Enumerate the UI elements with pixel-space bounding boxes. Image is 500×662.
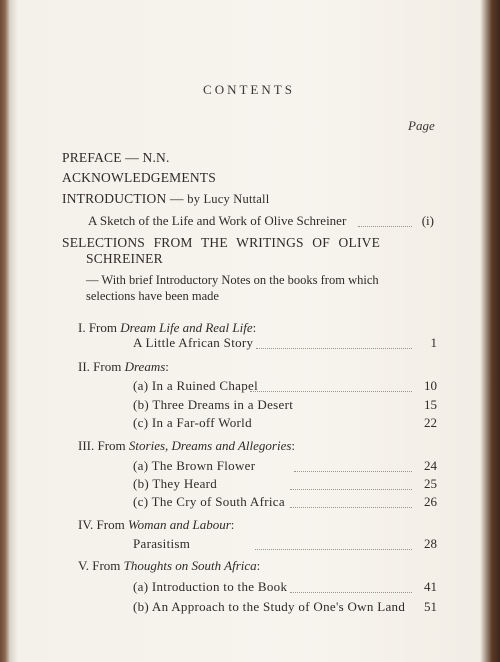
notes-line2: selections have been made <box>86 289 219 303</box>
section-suffix: : <box>252 320 257 335</box>
section-prefix: III. From <box>78 438 129 453</box>
entry-label: Parasitism <box>133 536 191 551</box>
entry-page-number: 25 <box>424 476 437 491</box>
section-prefix: IV. From <box>78 517 128 532</box>
entry-dot-leader <box>290 489 412 490</box>
selections-heading-line2: SCHREINER <box>86 251 163 266</box>
entry-page-number: 15 <box>424 397 437 412</box>
entry-dot-leader <box>290 507 412 508</box>
section-suffix: : <box>256 558 261 573</box>
sketch-entry-page: (i) <box>421 213 434 228</box>
section-heading-dream-life <box>78 320 256 336</box>
entry-label: (a) In a Ruined Chapel <box>133 378 259 393</box>
entry-label: (b) Three Dreams in a Desert <box>133 397 294 412</box>
selections-heading-line1: SELECTIONS FROM THE WRITINGS OF OLIVE <box>62 235 381 250</box>
entry-dot-leader <box>290 592 412 593</box>
section-prefix: II. From <box>78 359 125 374</box>
entry-page-number: 24 <box>424 458 437 473</box>
entry-dot-leader <box>256 348 412 349</box>
acknowledgements-entry: ACKNOWLEDGEMENTS <box>62 170 216 185</box>
section-book-title: Dreams <box>124 359 166 374</box>
section-prefix: I. From <box>78 320 121 335</box>
entry-label: (a) The Brown Flower <box>133 458 256 473</box>
entry-page-number: 1 <box>430 335 437 350</box>
section-heading-stories-dreams-allegories <box>78 438 295 454</box>
entry-label: (b) They Heard <box>133 476 218 491</box>
section-suffix: : <box>291 438 296 453</box>
page-column-label: Page <box>408 118 435 133</box>
section-heading-thoughts-on-south-africa <box>78 558 260 574</box>
introduction-label: INTRODUCTION — <box>62 191 188 206</box>
entry-label: (c) In a Far-off World <box>133 415 252 430</box>
section-book-title: Thoughts on South Africa <box>123 558 257 573</box>
entry-label: (c) The Cry of South Africa <box>133 494 285 509</box>
preface-entry: PREFACE — N.N. <box>62 150 170 165</box>
section-suffix: : <box>165 359 169 374</box>
entry-dot-leader <box>255 549 412 550</box>
entry-label: (b) An Approach to the Study of One's Own Land <box>133 599 406 614</box>
entry-page-number: 28 <box>424 536 437 551</box>
entry-label: (a) Introduction to the Book <box>133 579 288 594</box>
entry-page-number: 26 <box>424 494 437 509</box>
notes-line1: — With brief Introductory Notes on the books from which <box>86 273 379 287</box>
entry-label: A Little African Story <box>133 335 254 350</box>
introduction-author: by Lucy Nuttall <box>187 192 270 206</box>
section-heading-woman-and-labour <box>78 517 234 533</box>
entry-page-number: 41 <box>424 579 437 594</box>
entry-page-number: 51 <box>424 599 437 614</box>
section-book-title: Woman and Labour <box>127 517 231 532</box>
section-book-title: Stories, Dreams and Allegories <box>128 438 292 453</box>
entry-page-number: 22 <box>424 415 437 430</box>
introduction-entry <box>62 191 269 207</box>
sketch-entry-label: A Sketch of the Life and Work of Olive Schreiner <box>88 213 347 228</box>
section-book-title: Dream Life and Real Life <box>120 320 253 335</box>
entry-page-number: 10 <box>424 378 437 393</box>
section-heading-dreams <box>78 359 169 375</box>
entry-dot-leader <box>294 471 412 472</box>
contents-heading: CONTENTS <box>203 82 295 97</box>
section-prefix: V. From <box>78 558 124 573</box>
section-suffix: : <box>230 517 235 532</box>
entry-dot-leader <box>250 391 412 392</box>
